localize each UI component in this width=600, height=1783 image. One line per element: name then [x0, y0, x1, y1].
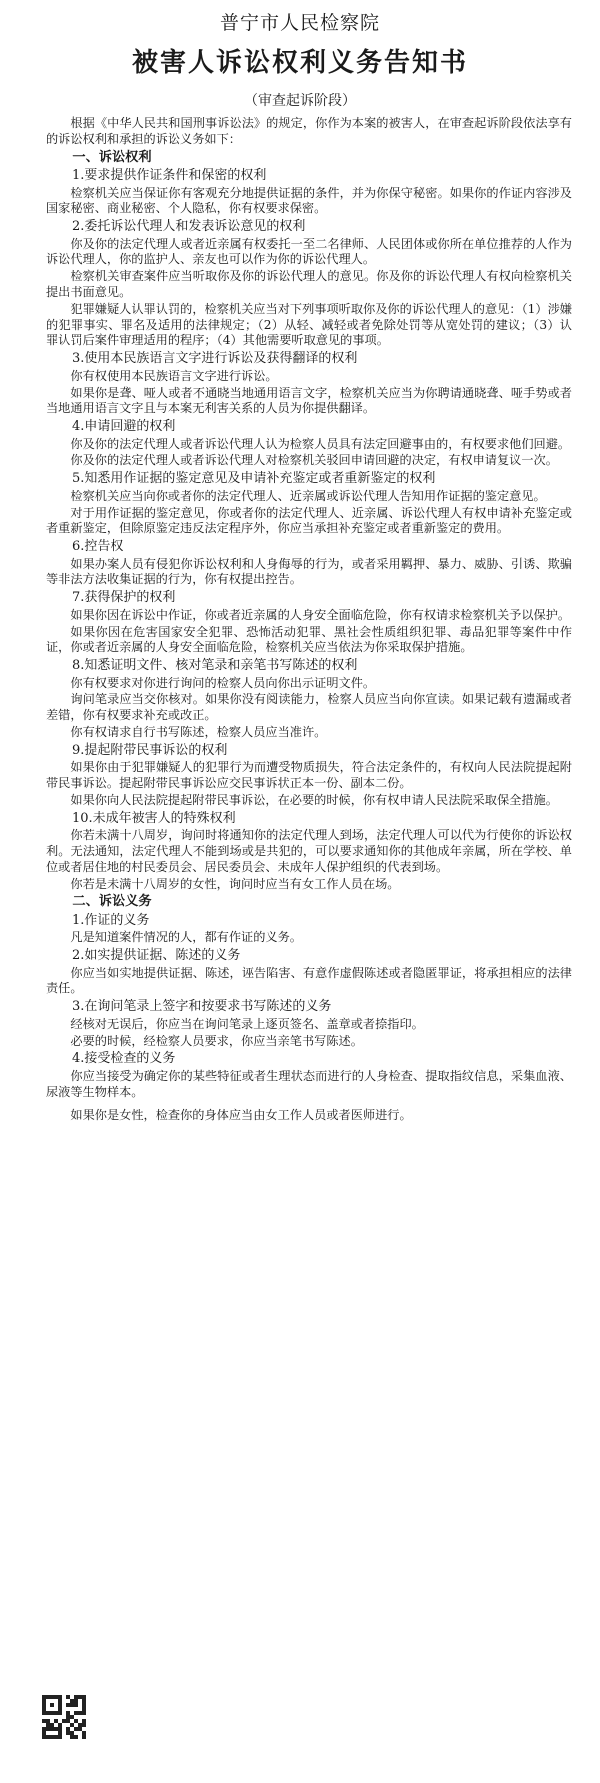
right-3-paragraph: 如果你是聋、哑人或者不通晓当地通用语言文字，检察机关应当为你聘请通晓聋、哑手势或者当地通用语言文字且与本案无利害关系的人员为你提供翻译。	[46, 385, 572, 416]
right-5-paragraph: 检察机关应当向你或者你的法定代理人、近亲属或诉讼代理人告知用作证据的鉴定意见。	[70, 488, 546, 503]
right-6-heading: 6.控告权	[72, 539, 124, 555]
right-2-paragraph: 检察机关审查案件应当听取你及你的诉讼代理人的意见。你及你的诉讼代理人有权向检察机关提出书面意见。	[46, 269, 572, 300]
right-5-heading: 5.知悉用作证据的鉴定意见及申请补充鉴定或者重新鉴定的权利	[72, 471, 436, 487]
procuratorate-name: 普宁市人民检察院	[219, 12, 380, 34]
document-header	[0, 0, 600, 110]
duty-3-heading: 3.在询问笔录上签字和按要求书写陈述的义务	[72, 999, 332, 1015]
right-7-paragraph: 如果你因在诉讼中作证，你或者近亲属的人身安全面临危险，你有权请求检察机关予以保护。	[70, 607, 571, 622]
duty-2-paragraph: 你应当如实地提供证据、陈述，诬告陷害、有意作虚假陈述或者隐匿罪证，将承担相应的法律责任。	[46, 965, 572, 996]
section-rights-title: 一、诉讼权利	[72, 149, 152, 165]
qr-code-icon	[42, 1695, 86, 1739]
right-6-paragraph: 如果办案人员有侵犯你诉讼权利和人身侮辱的行为，或者采用羁押、暴力、威胁、引诱、欺骗等非法方法收集证据的行为，你有权提出控告。	[46, 556, 572, 587]
right-2-paragraph: 你及你的法定代理人或者近亲属有权委托一至二名律师、人民团体或你所在单位推荐的人作为诉讼代理人，你的监护人、亲友也可以作为你的诉讼代理人。	[46, 236, 572, 267]
right-4-paragraph: 你及你的法定代理人或者诉讼代理人对检察机关驳回申请回避的决定，有权申请复议一次。	[70, 453, 558, 468]
duty-1-paragraph: 凡是知道案件情况的人，都有作证的义务。	[70, 930, 302, 945]
right-9-paragraph: 如果你向人民法院提起附带民事诉讼，在必要的时候，你有权申请人民法院采取保全措施。	[70, 792, 558, 807]
right-7-heading: 7.获得保护的权利	[72, 590, 176, 606]
right-5-paragraph: 对于用作证据的鉴定意见，你或者你的法定代理人、近亲属、诉讼代理人有权申请补充鉴定或者重新鉴定，但除原鉴定违反法定程序外，你应当承担补充鉴定或者重新鉴定的费用。	[46, 505, 572, 536]
right-10-paragraph: 你若未满十八周岁，询问时将通知你的法定代理人到场，法定代理人可以代为行使你的诉讼权利。无法通知，法定代理人不能到场或是共犯的，可以要求通知你的其他成年亲属，所在学校、单位或者居住地的村民委员会、居民委员会、未成年人保护组织的代表到场。	[46, 828, 572, 874]
right-9-paragraph: 如果你由于犯罪嫌疑人的犯罪行为而遭受物质损失，符合法定条件的，有权向人民法院提起附带民事诉讼。提起附带民事诉讼应交民事诉状正本一份、副本二份。	[46, 760, 572, 791]
right-10-heading: 10.未成年被害人的特殊权利	[72, 810, 236, 826]
right-3-heading: 3.使用本民族语言文字进行诉讼及获得翻译的权利	[72, 351, 358, 367]
duty-4-paragraph: 你应当接受为确定你的某些特征或者生理状态而进行的人身检查、提取指纹信息，采集血液、尿液等生物样本。	[46, 1068, 572, 1099]
document-body	[46, 116, 572, 1124]
right-10-paragraph: 你若是未满十八周岁的女性，询问时应当有女工作人员在场。	[70, 876, 400, 891]
right-2-paragraph: 犯罪嫌疑人认罪认罚的，检察机关应当对下列事项听取你及你的诉讼代理人的意见：（1）涉嫌的犯罪事实、罪名及适用的法律规定；（2）从轻、减轻或者免除处罚等从宽处罚的建议；（3）认罪认罚后案件审理适用的程序；（4）其他需要听取意见的事项。	[46, 301, 572, 348]
duty-3-paragraph: 经核对无误后，你应当在询问笔录上逐页签名、盖章或者捺指印。	[70, 1016, 424, 1031]
closing-paragraph: 如果你是女性，检查你的身体应当由女工作人员或者医师进行。	[70, 1108, 412, 1123]
intro-paragraph: 根据《中华人民共和国刑事诉讼法》的规定，你作为本案的被害人，在审查起诉阶段依法享有的诉讼权利和承担的诉讼义务如下：	[46, 116, 572, 146]
right-4-heading: 4.申请回避的权利	[72, 419, 176, 435]
right-4-paragraph: 你及你的法定代理人或者诉讼代理人认为检察人员具有法定回避事由的，有权要求他们回避。	[70, 436, 571, 451]
duty-4-heading: 4.接受检查的义务	[72, 1051, 176, 1067]
document-title: 被害人诉讼权利义务告知书	[131, 48, 468, 78]
right-3-paragraph: 你有权使用本民族语言文字进行诉讼。	[70, 368, 278, 383]
right-7-paragraph: 如果你因在危害国家安全犯罪、恐怖活动犯罪、黑社会性质组织犯罪、毒品犯罪等案件中作证，你或者近亲属的人身安全面临危险，检察机关应当依法为你采取保护措施。	[46, 624, 572, 655]
right-8-paragraph: 你有权要求对你进行询问的检察人员向你出示证明文件。	[70, 675, 376, 690]
duty-1-heading: 1.作证的义务	[72, 912, 150, 928]
right-1-heading: 1.要求提供作证条件和保密的权利	[72, 168, 267, 184]
duty-3-paragraph: 必要的时候，经检察人员要求，你应当亲笔书写陈述。	[70, 1033, 363, 1048]
right-2-heading: 2.委托诉讼代理人和发表诉讼意见的权利	[72, 219, 306, 235]
right-8-paragraph: 你有权请求自行书写陈述，检察人员应当准许。	[70, 725, 327, 740]
right-8-paragraph: 询问笔录应当交你核对。如果你没有阅读能力，检察人员应当向你宣读。如果记载有遗漏或者差错，你有权要求补充或改正。	[46, 692, 572, 723]
stage-label: （审查起诉阶段）	[244, 93, 356, 109]
right-8-heading: 8.知悉证明文件、核对笔录和亲笔书写陈述的权利	[72, 658, 358, 674]
right-9-heading: 9.提起附带民事诉讼的权利	[72, 742, 228, 758]
section-duties-title: 二、诉讼义务	[72, 894, 152, 910]
duty-2-heading: 2.如实提供证据、陈述的义务	[72, 948, 241, 964]
right-1-paragraph: 检察机关应当保证你有客观充分地提供证据的条件，并为你保守秘密。如果你的作证内容涉及国家秘密、商业秘密、个人隐私，你有权要求保密。	[46, 185, 572, 216]
